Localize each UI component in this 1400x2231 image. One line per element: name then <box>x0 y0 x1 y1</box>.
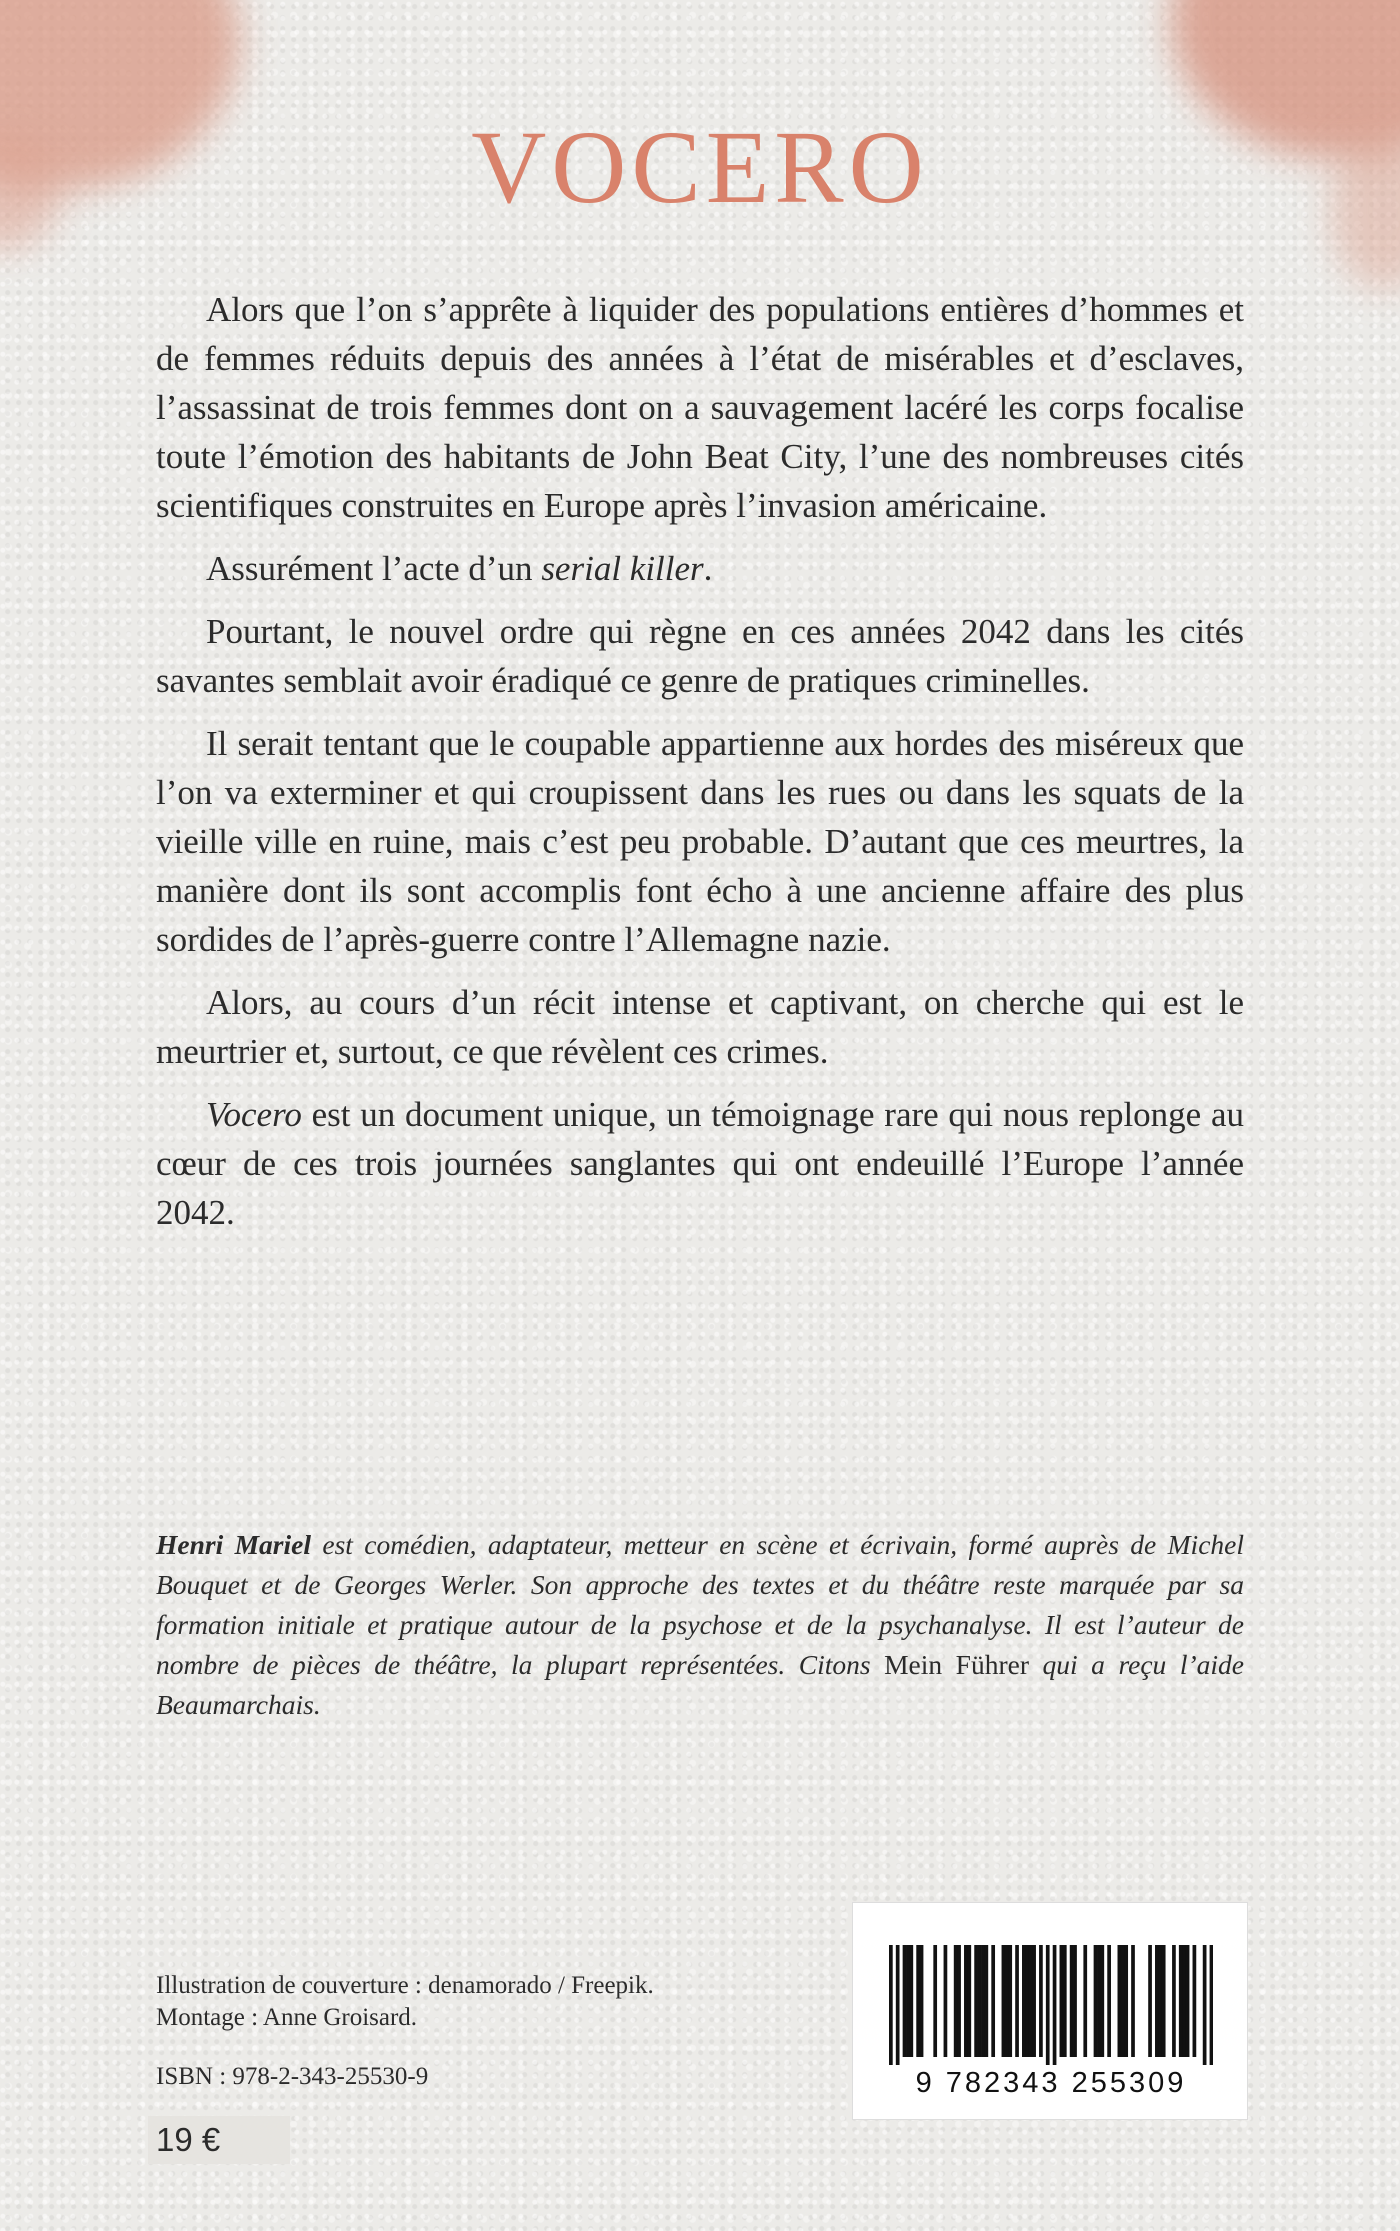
barcode-bar <box>1002 1945 1006 2057</box>
barcode-bar <box>1210 1945 1213 2065</box>
blurb-p6-italic: Vocero <box>206 1095 302 1134</box>
barcode-bar <box>933 1945 937 2057</box>
blurb-p6-text: est un document unique, un témoignage rare qui nous replonge au cœur de ces trois journées sanglantes qui ont endeuillé l’Europe l’année 2042. <box>156 1095 1244 1232</box>
barcode-bar <box>1158 1945 1162 2057</box>
barcode-bar <box>1073 1945 1077 2057</box>
author-bio <box>156 1525 1244 1725</box>
blurb-paragraph-6 <box>156 1090 1244 1237</box>
barcode-bar <box>1131 1945 1135 2057</box>
author-bio-part-2: qui a reçu l’aide Beaumarchais. <box>156 1649 1244 1720</box>
author-name: Henri Mariel <box>156 1529 311 1560</box>
author-work-title: Mein Führer <box>884 1649 1029 1680</box>
barcode-bar <box>954 1945 958 2057</box>
barcode-bar <box>1032 1945 1036 2057</box>
blurb-paragraph-5: Alors, au cours d’un récit intense et captivant, on cherche qui est le meurtrier et, surtout, ce que révèlent ces crimes. <box>156 983 1244 1071</box>
blurb-paragraph-3: Pourtant, le nouvel ordre qui règne en ces années 2042 dans les cités savantes semblait avoir éradiqué ce genre de pratiques criminelles. <box>156 612 1244 700</box>
barcode-bar <box>1053 1945 1057 2065</box>
barcode-bar <box>889 1945 893 2065</box>
barcode-digits: 9 782343 255309 <box>915 2067 1187 2099</box>
back-cover-blurb <box>156 285 1244 1251</box>
barcode-bar <box>984 1945 988 2057</box>
barcode-bar <box>896 1945 900 2065</box>
barcode-bar <box>1172 1945 1176 2057</box>
book-title: VOCERO <box>471 110 929 225</box>
barcode-bar <box>1124 1945 1128 2057</box>
barcode-bar <box>1193 1945 1197 2057</box>
blurb-p2-end: . <box>703 549 713 588</box>
barcode-bar <box>1186 1945 1190 2057</box>
barcode-bar <box>1070 1945 1074 2057</box>
barcode-bar <box>1039 1945 1043 2057</box>
barcode-bar <box>964 1945 968 2057</box>
illustration-credit: Illustration de couverture : denamorado / Freepik. <box>156 1972 654 1999</box>
barcode-bar <box>1179 1945 1183 2057</box>
barcode-bar <box>920 1945 924 2057</box>
barcode-bar <box>1107 1945 1111 2057</box>
blurb-paragraph-4: Il serait tentant que le coupable appartienne aux hordes des miséreux que l’on va exterminer et qui croupissent dans les rues ou dans les squats de la vieille ville en ruine, mais c’est peu probable. D’autant que ces meurtres, la manière dont ils sont accomplis font écho à une ancienne affaire des plus sordides de l’après-guerre contre l’Allemagne nazie. <box>156 724 1244 959</box>
barcode-bar <box>916 1945 920 2057</box>
barcode-bar <box>1063 1945 1067 2057</box>
barcode-bar <box>944 1945 948 2057</box>
barcode-bar <box>1182 1945 1186 2057</box>
barcode-bar <box>1015 1945 1019 2057</box>
barcode-bar <box>1060 1945 1064 2057</box>
barcode-bar <box>1046 1945 1050 2065</box>
blurb-paragraph-1: Alors que l’on s’apprête à liquider des populations entières d’hommes et de femmes réduits depuis des années à l’état de misérables et d’esclaves, l’assassinat de trois femmes dont on a sauvagement lacéré les corps focalise toute l’émotion des habitants de John Beat City, l’une des nombreuses cités scientifiques construites en Europe après l’invasion américaine. <box>156 290 1244 525</box>
barcode-bar <box>906 1945 910 2057</box>
barcode-bar <box>1100 1945 1104 2057</box>
barcode-bar <box>1022 1945 1026 2057</box>
blurb-p2-text: Assurément l’acte d’un <box>206 549 542 588</box>
blurb-p2-italic: serial killer <box>541 549 704 588</box>
author-bio-part-1: est comédien, adaptateur, metteur en scène et écrivain, formé auprès de Michel Bouquet et de Georges Werler. Son approche des textes et du théâtre reste marquée par sa formation initiale et pratique autour de la psychose et de la psychanalyse. Il est l’auteur de nombre de pièces de théâtre, la plupart représentées. Citons <box>156 1529 1244 1680</box>
barcode-bar <box>1155 1945 1159 2057</box>
barcode-bar <box>1083 1945 1087 2057</box>
isbn: ISBN : 978-2-343-25530-9 <box>156 2063 429 2090</box>
barcode-bar <box>1029 1945 1033 2057</box>
barcode-bar <box>1203 1945 1207 2065</box>
barcode-panel <box>852 1902 1248 2120</box>
price-tag: 19 € <box>148 2116 290 2164</box>
montage-credit: Montage : Anne Groisard. <box>156 2004 418 2031</box>
barcode-bar <box>1025 1945 1029 2057</box>
barcode-bar <box>1162 1945 1166 2057</box>
barcode-bar <box>1121 1945 1125 2057</box>
cover-credits <box>156 1970 654 2034</box>
blurb-paragraph-2 <box>156 544 1244 593</box>
barcode-bar <box>1097 1945 1101 2057</box>
barcode-bar <box>1148 1945 1152 2057</box>
barcode-bar <box>903 1945 907 2057</box>
barcode-bar <box>1094 1945 1098 2057</box>
barcode-bar <box>1005 1945 1009 2057</box>
barcode-bar <box>991 1945 995 2057</box>
barcode-bar <box>981 1945 985 2057</box>
barcode-bar <box>1008 1945 1012 2057</box>
barcode-bar <box>957 1945 961 2057</box>
barcode-bar <box>967 1945 971 2057</box>
barcode-bar <box>1118 1945 1122 2057</box>
barcode-bar <box>974 1945 978 2057</box>
barcode-bar <box>978 1945 982 2057</box>
barcode-bar <box>909 1945 913 2057</box>
barcode <box>889 1945 1213 2065</box>
